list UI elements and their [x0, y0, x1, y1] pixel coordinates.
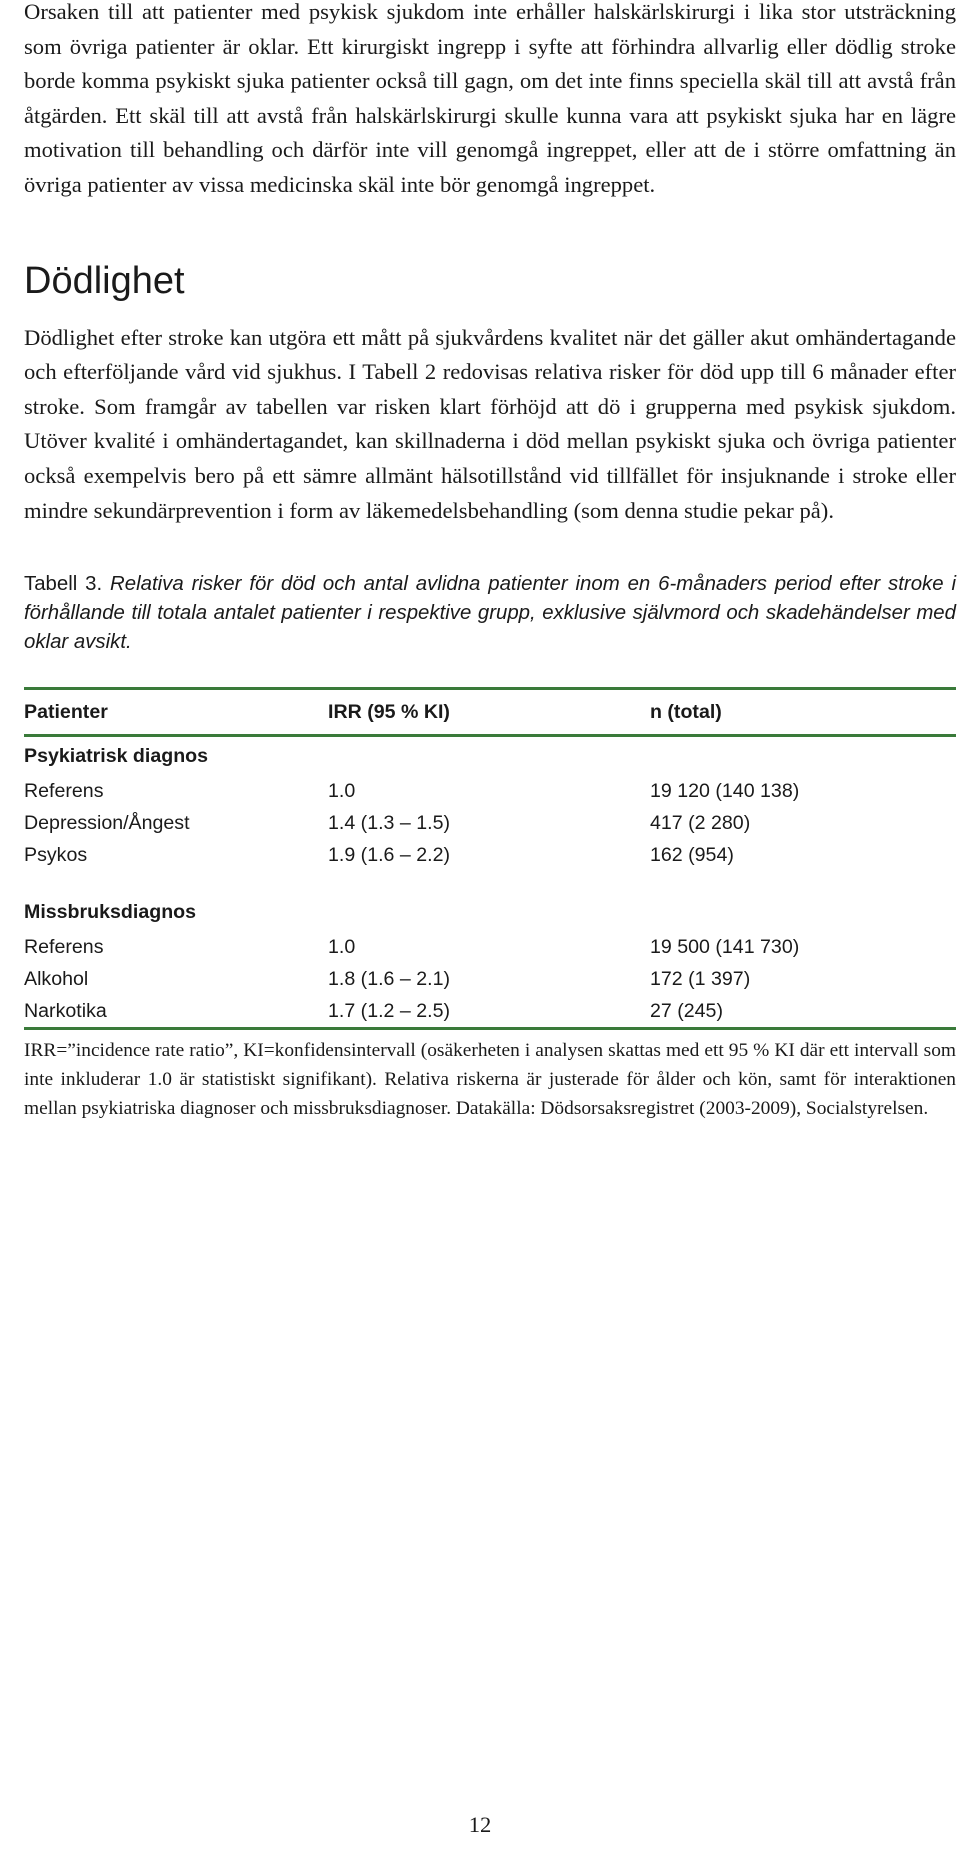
cell-patient: Depression/Ångest [24, 811, 190, 834]
cell-n: 27 (245) [650, 995, 956, 1029]
table-row [24, 963, 956, 995]
table-row [24, 775, 956, 807]
table-spacer [24, 871, 956, 893]
header-n-total: n (total) [650, 689, 956, 736]
cell-n: 172 (1 397) [650, 967, 751, 990]
cell-irr: 1.0 [328, 935, 356, 958]
cell-irr: 1.0 [328, 779, 356, 802]
intro-paragraph: Orsaken till att patienter med psykisk sjukdom inte erhåller halskärlskirurgi i lika stor utsträckning som övriga patienter är oklar. Ett kirurgiskt ingrepp i syfte att förhindra allvarlig eller dödlig stroke borde komma psykiskt sjuka patienter också till gagn, om det inte finns speciella skäl till att avstå från åtgärden. Ett skäl till att avstå från halskärlskirurgi skulle kunna vara att psykiskt sjuka har en lägre motivation till behandling och därför inte vill genomgå ingreppet, eller att de i större omfattning än övriga patienter av vissa medicinska skäl inte bör genomgå ingreppet. [24, 0, 956, 197]
risk-table [24, 687, 956, 1030]
cell-n: 19 120 (140 138) [650, 779, 800, 802]
table-row [24, 839, 956, 871]
cell-irr: 1.8 (1.6 – 2.1) [328, 967, 450, 990]
document-page [24, 0, 956, 1123]
group-title: Missbruksdiagnos [24, 900, 197, 923]
table-note: IRR=”incidence rate ratio”, KI=konfidensintervall (osäkerheten i analysen skattas med ett 95 % KI där ett intervall som inte inkluderar 1.0 är statistiskt signifikant). Relativa riskerna är justerade för ålder och kön, samt för interaktionen mellan psykiatriska diagnoser och missbruksdiagnoser. Datakälla: Dödsorsaksregistret (2003-2009), Socialstyrelsen. [24, 1040, 956, 1120]
page-number: 12 [468, 1812, 492, 1837]
group-row-psykiatrisk [24, 736, 956, 776]
cell-n: 417 (2 280) [650, 811, 751, 834]
cell-patient: Narkotika [24, 995, 328, 1029]
group-row-missbruk [24, 893, 956, 931]
cell-n: 162 (954) [650, 843, 734, 866]
header-irr: IRR (95 % KI) [328, 689, 650, 736]
group-title: Psykiatrisk diagnos [24, 744, 209, 767]
table-row [24, 995, 956, 1029]
section-heading: Dödlighet [24, 259, 185, 302]
table-header-row [24, 689, 956, 736]
cell-patient: Alkohol [24, 967, 89, 990]
cell-irr: 1.4 (1.3 – 1.5) [328, 811, 450, 834]
table-row [24, 807, 956, 839]
table-caption-text: Relativa risker för död och antal avlidna patienter inom en 6-månaders period efter stroke i förhållande till totala antalet patienter i respektive grupp, exklusive självmord och skadehändelser med oklar avsikt. [24, 573, 956, 654]
cell-n: 19 500 (141 730) [650, 935, 800, 958]
cell-patient: Psykos [24, 843, 88, 866]
cell-patient: Referens [24, 779, 104, 802]
cell-patient: Referens [24, 935, 104, 958]
section-body: Dödlighet efter stroke kan utgöra ett mått på sjukvårdens kvalitet när det gäller akut omhändertagande och efterföljande vård vid sjukhus. I Tabell 2 redovisas relativa risker för död upp till 6 månader efter stroke. Som framgår av tabellen var risken klart förhöjd att dö i grupperna med psykisk sjukdom. Utöver kvalité i omhändertagandet, kan skillnaderna i död mellan psykiskt sjuka och övriga patienter också exempelvis bero på ett sämre allmänt hälsotillstånd vid tillfället för insjuknande i stroke eller mindre sekundärprevention i form av läkemedelsbehandling (som denna studie pekar på). [24, 324, 956, 523]
header-patienter: Patienter [24, 689, 328, 736]
cell-irr: 1.7 (1.2 – 2.5) [328, 995, 650, 1029]
cell-irr: 1.9 (1.6 – 2.2) [328, 843, 450, 866]
table-caption [24, 570, 956, 657]
table-caption-label: Tabell 3. [24, 573, 103, 596]
table-row [24, 931, 956, 963]
